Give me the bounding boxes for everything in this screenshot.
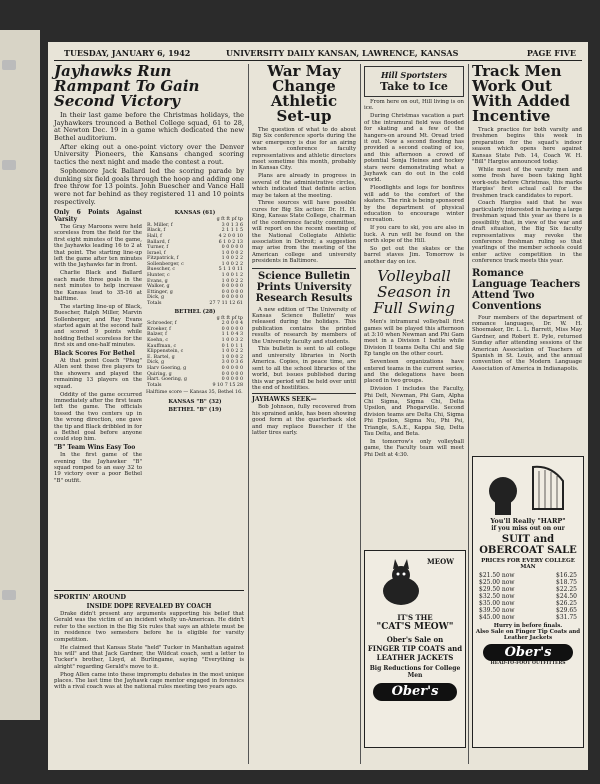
box-score-header-row: g ft ft pf tp <box>216 315 243 321</box>
article-paragraph: Three sources will have possible cures for Big Six action: Dr. H. H. King, Kansas State College, chairman of the conference faculty committee, will report on the recent meeting of the National Collegiate Athletic association in Detroit; a suggestion may arise from the meeting of the American college and university presidents in Baltimore. <box>252 200 356 265</box>
ice-headline: Take to Ice <box>380 80 448 93</box>
column-rule <box>360 64 361 764</box>
sports-lead-column <box>54 64 244 584</box>
column-paragraph: Phog Allen came into these impromptu debates in the most unique places. The last time the Jayhawk cage mentor engaged in forensics with a rival coach was at the national rules meeting two years ago. <box>54 671 244 691</box>
ad-line: FINGER TIP COATS and LEATHER JACKETS <box>367 644 463 662</box>
ice-kicker: Hill Sportsters <box>380 70 448 80</box>
war-body <box>252 127 356 265</box>
subhead: Only 6 Points Against Varsity <box>54 209 142 223</box>
lead-headline: Jayhawks Run Rampant To Gain Second Victory <box>54 62 200 110</box>
lead-paragraph: The starting line-up of Black, Buescher, Ralph Miller, Marvin Sollenberger, and Ray Evans started again at the second half and scored 9 points while holding Bethel scoreless for the first six and one-half minutes. <box>54 303 142 349</box>
article-paragraph: This bulletin is sent to all college and university libraries in North America. Copies, in peace time, are sent to all the school libraries of the world, but issues published during this war period will be held over until the end of hostilities. <box>252 346 356 391</box>
column-title: SPORTIN' AROUND <box>54 593 126 601</box>
article-paragraph: If you care to ski, you are also in luck. A run will be found on the north slope of the Hill. <box>364 225 464 245</box>
romance-headline: Romance Language Teachers Attend Two Conventions <box>472 267 581 312</box>
box-score-row: Kroeker, f 0 0 0 0 0 <box>147 326 243 332</box>
box-score-row: Koehn, c 1 0 0 3 2 <box>147 338 243 343</box>
war-headline: War May Change Athletic Set-up <box>267 62 341 125</box>
sportin-around-column <box>54 590 244 767</box>
lead-intro-text: In their last game before the Christmas holidays, the Jayhawkers trounced a Bethel College squad, 61 to 28, at Newton Dec. 19 in a game which dedicated the new Bethel auditorium. <box>54 111 244 142</box>
meow-text: MEOW <box>427 557 455 566</box>
box-score-row: Buescher, c 5 1 1 0 11 <box>147 267 243 273</box>
masthead-page: PAGE FIVE <box>526 48 576 58</box>
lead-paragraph: In the first game of the evening the Jayhawker "B" squad romped to an easy 32 to 19 victory over a poor Bethel "B" outfit. <box>54 452 142 484</box>
box-score-title: BETHEL "B" (19) <box>168 406 222 413</box>
box-score-row: Klippenstein, c 1 0 0 2 2 <box>147 349 243 355</box>
box-score-title: KANSAS (61) <box>174 210 216 217</box>
volleyball-headline: Volleyball Season in Full Swing <box>373 267 455 318</box>
lead-paragraph: Sophomore Jack Ballard led the scoring parade by dunking six field goals through the hoop and adding one free throw for 13 points. John Buescher and Vance Hall were not far behind as they registered 11 and 10 points respectively. <box>54 167 244 206</box>
box-score-row: Kauffman, c 0 1 0 1 1 <box>147 343 243 349</box>
price-row: $35.00 now $26.25 <box>479 600 577 607</box>
track-column <box>472 62 582 372</box>
kansas-box-table <box>146 217 244 307</box>
box-score-row: Fitzpatrick, f 1 0 0 2 2 <box>147 256 243 262</box>
box-score-row: Turner, f 0 0 0 0 0 <box>147 245 243 251</box>
box-score-row: Hart. Goering, g 0 0 0 0 0 <box>147 377 243 383</box>
price-row: $29.50 now $22.25 <box>479 586 577 593</box>
box-score-row: Sollenberger, c 1 0 0 2 2 <box>147 261 243 267</box>
box-score-row: Balzer, f 1 1 0 4 3 <box>147 332 243 338</box>
price-row: $45.00 now $31.75 <box>479 614 577 621</box>
box-score-row: Evans, g 1 0 0 2 2 <box>147 278 243 284</box>
ice-volleyball-column <box>364 64 464 564</box>
ad-line: if you miss out on our <box>491 525 565 532</box>
column-subtitle: INSIDE DOPE REVEALED BY COACH <box>86 603 212 610</box>
ice-headline-box <box>364 66 464 97</box>
masthead-date: TUESDAY, JANUARY 6, 1942 <box>64 48 191 58</box>
science-body <box>252 307 356 392</box>
article-paragraph: Division I includes the Faculty, Phi Delt, Newman, Phi Gam, Alpha Chi Sigma, Sigma Chi, Delta Upsilon, and Phogarville. Second division teams are Delta Chi, Sigma Phi Epsilon, Sigma Nu, Phi Psi, Triangle, S.A.E., Kappa Sig, Delta Tau Delta, and Beta. <box>364 386 464 438</box>
track-headline: Track Men Work Out With Added Incentive <box>472 62 570 125</box>
column-rule <box>468 64 469 764</box>
box-score-row: Black, f 2 1 1 1 5 <box>147 228 243 234</box>
track-body <box>472 127 582 265</box>
box-score-row: Hall, f 4 2 0 0 10 <box>147 233 243 239</box>
box-score-row: Dick, g 3 0 0 3 6 <box>147 360 243 366</box>
box-score-row: E. Bartel, g 1 0 0 0 2 <box>147 354 243 360</box>
box-score-row: R. Miller, f 3 0 1 3 6 <box>147 222 243 228</box>
box-score-title: BETHEL (28) <box>174 308 216 315</box>
box-score-row: Ettinger, g 0 0 0 0 0 <box>147 289 243 295</box>
science-headline: Science Bulletin Prints University Research Results <box>252 268 356 304</box>
price-list <box>473 572 583 621</box>
article-paragraph: Four members of the department of romance languages, Dr. W. H. Shoemaker, Dr. L. L. Barrett, Miss May Gardner, and Robert E. Pyle, returned Sunday after attending sessions of the American Association of Teachers of Spanish in St. Louis, and the annual convention of the Modern Language Association of America in Indianapolis. <box>472 314 582 372</box>
ad-line: Also Sale on Finger Tip Coats and Leather Jackets <box>475 629 581 641</box>
prices-header: PRICES FOR EVERY COLLEGE MAN <box>481 558 575 570</box>
ad-line: Ober's Sale on <box>386 635 444 644</box>
jayhawks-seek-headline: JAYHAWKS SEEK— <box>252 393 356 403</box>
ad-line: You'll Really "HARP" <box>490 517 566 525</box>
subhead: Black Scores For Bethel <box>54 349 135 357</box>
lead-paragraph: Charlie Black and Ballard each made three goals in the next minutes to help increase the Kansas lead to 35-16 at halftime. <box>54 270 142 302</box>
ad-line: IT'S THE <box>397 613 433 622</box>
price-row: $39.50 now $29.65 <box>479 607 577 614</box>
volleyball-body <box>364 319 464 458</box>
box-score-row: Totals 27 7 11 12 61 <box>147 301 243 307</box>
bethel-box-table <box>146 316 244 389</box>
masthead <box>54 46 582 61</box>
newspaper-page <box>48 42 588 770</box>
article-paragraph: From here on out, Hill living is on ice. <box>364 99 464 112</box>
article-paragraph: The question of what to do about Big Six conference sports during the war emergency is due for an airing when conference faculty representatives and athletic directors meet sometime this month, probably in Kansas City. <box>252 127 356 172</box>
box-score-header-row: g ft ft pf tp <box>216 217 243 223</box>
article-paragraph: Track practice for both varsity and freshmen begins this week in preparation for the squad's indoor season which opens here against Kansas State Feb. 14, Coach W. H. "Bill" Hargiss announced today. <box>472 127 582 166</box>
adjacent-page-edge <box>0 30 40 720</box>
ad-line: Big Reductions for College Men <box>369 665 461 679</box>
article-paragraph: In tomorrow's only volleyball game, the Faculty team will meet Phi Delt at 4:30. <box>364 438 464 458</box>
logo-subtitle: HEAD-TO-FOOT OUTFITTERS <box>490 661 566 666</box>
article-paragraph: Coach Hargiss said that he was particularly interested in having a large freshman squad this year as there is a possibility that, in view of the war and draft situation, the Big Six faculty representatives may revoke the conference freshman ruling so that yearlings of the member schools could enter active competition in the conference track meets this year. <box>472 200 582 265</box>
obers-suit-sale-ad <box>472 456 584 748</box>
lead-paragraph: At that point Coach "Phog" Allen sent these five players to the showers and played the remaining 13 players on the squad. <box>54 358 142 390</box>
sportin-body <box>54 611 244 691</box>
jayhawks-seek-body <box>252 404 356 436</box>
ad-line: Hurry in before finals. <box>493 623 563 629</box>
masthead-paper: UNIVERSITY DAILY KANSAN, LAWRENCE, KANSAS <box>226 48 459 58</box>
box-score-row: Schroeder, f 2 0 0 0 4 <box>147 321 243 327</box>
halftime-score: Halftime score — Kansas 35, Bethel 16. <box>146 390 243 396</box>
box-score <box>146 208 244 486</box>
column-paragraph: Drake didn't present any arguments supporting his belief that Gerald was the victim of an incident wholly un-American. He didn't refer to the section in the Big Six rules that says an athlete must be in residence two semesters before he is eligible for varsity competition. <box>54 611 244 643</box>
box-score-row: Hunter, c 1 0 0 1 2 <box>147 273 243 279</box>
lead-intro <box>54 112 244 206</box>
obers-cats-meow-ad <box>364 550 466 748</box>
article-paragraph: So get out the skates or the barrel staves Jim. Tomorrow is another day on ice. <box>364 245 464 265</box>
price-row: $32.50 now $24.50 <box>479 593 577 600</box>
article-paragraph: Bob Johnson, fully recovered from his sprained ankle, has been showing good form at the quarterback slot and may replace Buescher if the latter tires early. <box>252 404 356 436</box>
subhead: "B" Team Wins Easy Too <box>54 443 136 451</box>
war-athletics-column <box>252 64 356 764</box>
lead-paragraph: After eking out a one-point victory over the Denver University Pioneers, the Kansans changed scoring tactics the next night and made the contest a rout. <box>54 142 244 167</box>
article-paragraph: While most of the varsity men and some fresh have been taking light work-outs before Christmas, this marks Hargiss' first actual call for the freshmen track candidates to report. <box>472 166 582 199</box>
price-row: $25.00 now $18.75 <box>479 579 577 586</box>
article-paragraph: Floodlights and logs for bonfires will add to the comfort of the skaters. The rink is being sponsored by the department of physical education to encourage winter recreation. <box>364 185 464 224</box>
ad-line: "CAT'S MEOW" <box>376 622 454 632</box>
obers-logo: Ober's <box>373 683 457 701</box>
romance-body <box>472 315 582 373</box>
price-row: $21.50 now $16.25 <box>479 572 577 579</box>
box-score-row: Ballard, f 6 1 0 2 13 <box>147 239 243 245</box>
harp-illustration <box>473 457 581 517</box>
ice-body <box>364 99 464 265</box>
box-score-row: Harv Goering, g 0 0 0 0 0 <box>147 365 243 371</box>
article-paragraph: Seventeen organizations have entered teams in the current series, and the delegations have been placed in two groups. <box>364 359 464 385</box>
article-paragraph: During Christmas vacation a part of the intramural field was flooded for skating and a few of the hangers-on around Mt. Oread tried it out. Now a second flooding has provided a second coating of ice, and this afternoon a crowd of potential Sonja Heines and hockey stars were demonstrating what a Jayhawk can do out in the cold world. <box>364 113 464 184</box>
box-score-title: KANSAS "B" (32) <box>168 398 222 405</box>
article-paragraph: Men's intramural volleyball first games will be played this afternoon at 3:10 when Newman and Phi Gam meet in a Division I battle while Division II teams Delta Chi and Sig Ep tangle on the other court. <box>364 319 464 358</box>
article-paragraph: A new edition of 'The University of Kansas Science Bulletin' was released during the holidays. This publication contains the printed results of research by members of the University faculty and students. <box>252 306 356 345</box>
box-score-row: Quiring, g 0 0 0 0 0 <box>147 371 243 377</box>
box-score-row: Israel, f 1 0 0 0 2 <box>147 250 243 256</box>
column-rule <box>248 64 249 764</box>
column-paragraph: He claimed that Kansas State "held" Tucker in Manhattan against his will" and that Jack Gardner, the Wildcat coach, sent a letter to Tucker's brother, Lloyd, at Burlingame, saying "Everything is alright" regarding Gerald's move to it. <box>54 644 244 670</box>
lead-body <box>54 208 142 486</box>
box-score-row: Totals 9 10 7 15 28 <box>147 382 243 388</box>
sale-title: SUIT and OBERCOAT SALE <box>479 534 577 556</box>
box-score-row: Dick, g 0 0 0 0 0 <box>147 295 243 301</box>
lead-paragraph: The Gray Maroons were held scoreless from the field for the first eight minutes of the game, the Jayhawks leading 16 to 2 at that point. The starting line-up left the game after ten minutes with the Jayhawks far in front. <box>54 223 142 269</box>
obers-logo: Ober's <box>483 644 573 661</box>
lead-paragraph: Oddity of the game occurred immediately after the first team left the game. The officials tossed the two centers up in the wrong direction, one gave the tip and Black dribbled in for a Bethel goal before anyone could stop him. <box>54 391 142 443</box>
article-paragraph: Plans are already in progress in several of the administrative circles, which indicated that definite action may be taken at the meeting. <box>252 173 356 199</box>
box-score-row: Walker, g 0 0 0 0 0 <box>147 284 243 290</box>
